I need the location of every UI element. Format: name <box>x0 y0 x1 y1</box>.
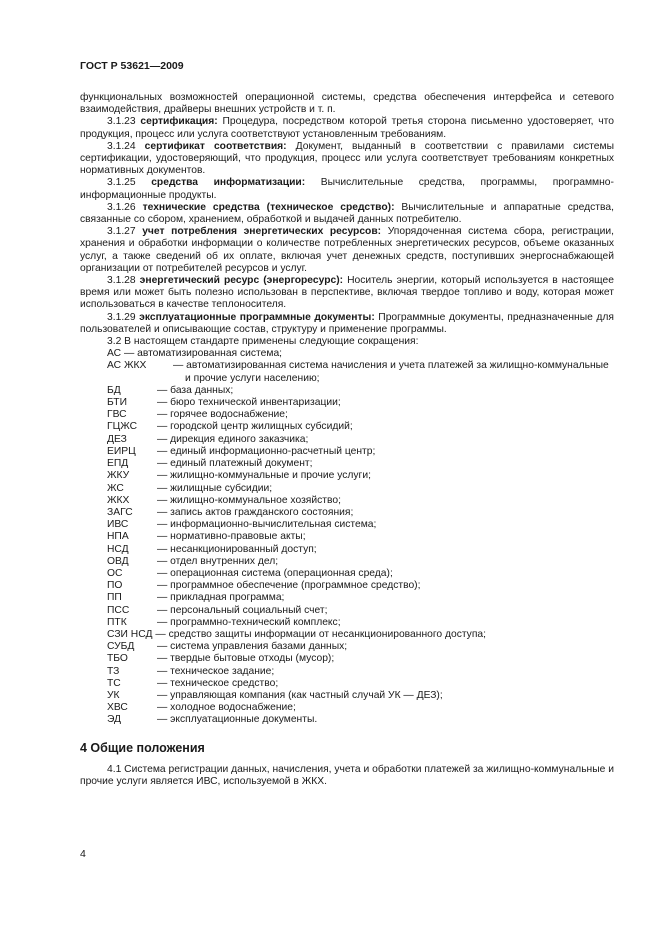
definition-paragraph <box>80 202 614 226</box>
definition-paragraph <box>80 141 614 178</box>
definition-number: 3.1.24 <box>107 140 136 152</box>
abbr-definition: — жилищно-коммунальное хозяйство; <box>157 494 341 506</box>
page-content <box>80 92 614 788</box>
abbr-term: БД <box>107 384 121 396</box>
abbr-row <box>80 458 614 470</box>
definition-term: учет потребления энергетических ресурсов: <box>142 226 382 238</box>
definition-number: 3.1.25 <box>107 177 136 189</box>
abbr-row <box>80 470 614 482</box>
abbr-row <box>80 678 614 690</box>
abbr-term: ТЗ <box>107 665 120 677</box>
abbr-row-szi-nsd <box>80 629 614 641</box>
definition-text: Носитель энергии, который используется в настоящее время или может быть полезно использован в перспективе, включая твердое топливо и воду, которая может использоваться в качестве теплоносителя. <box>80 275 614 311</box>
abbr-term: ЭД <box>107 714 122 726</box>
abbr-definition: — техническое задание; <box>157 665 275 677</box>
definition-paragraph <box>80 177 614 201</box>
abbr-term: ЕИРЦ <box>107 445 136 457</box>
abbr-definition: — дирекция единого заказчика; <box>157 433 309 445</box>
document-header: ГОСТ Р 53621—2009 <box>80 60 184 72</box>
abbr-definition: — бюро технической инвентаризации; <box>157 397 341 409</box>
definition-term: сертификация: <box>140 116 218 128</box>
abbr-definition: — персональный социальный счет; <box>157 604 328 616</box>
abbr-definition: — автоматизированная система начисления и учета платежей за жилищно-коммунальные и прочие услуги населению; <box>173 360 609 384</box>
abbr-term: ЖКХ <box>107 494 130 506</box>
abbr-definition: — жилищно-коммунальные и прочие услуги; <box>157 470 371 482</box>
abbreviations-list <box>80 385 614 629</box>
abbr-row <box>80 592 614 604</box>
definition-term: энергетический ресурс (энергоресурс): <box>139 275 344 287</box>
abbr-row <box>80 483 614 495</box>
abbr-term: ЕПД <box>107 458 129 470</box>
abbr-definition: — горячее водоснабжение; <box>157 409 288 421</box>
abbr-term: ДЕЗ <box>107 433 127 445</box>
definition-text: Вычислительные средства, программы, программно-информационные продукты. <box>80 177 614 201</box>
abbr-row <box>80 666 614 678</box>
abbr-row <box>80 397 614 409</box>
abbr-intro: 3.2 В настоящем стандарте применены следующие сокращения: <box>107 336 419 348</box>
abbr-definition: — программно-технический комплекс; <box>157 616 341 628</box>
definition-number: 3.1.26 <box>107 201 136 213</box>
definition-text: Документ, выданный в соответствии с правилами системы сертификации, удостоверяющий, что продукция, процесс или услуга соответствует требованиям конкретных нормативных документов. <box>80 140 614 177</box>
abbr-row <box>80 531 614 543</box>
abbr-definition: — твердые бытовые отходы (мусор); <box>157 653 335 665</box>
abbr-term: ГЦЖС <box>107 421 138 433</box>
abbr-row <box>80 434 614 446</box>
definition-number: 3.1.27 <box>107 226 136 238</box>
abbr-row <box>80 409 614 421</box>
abbr-definition: — программное обеспечение (программное средство); <box>157 580 421 592</box>
abbr-definition: — техническое средство; <box>157 677 279 689</box>
abbr-row <box>80 421 614 433</box>
abbr-row <box>80 714 614 726</box>
definition-text: Упорядоченная система сбора, регистрации, хранения и обработки информации о количестве потребленных энергетических ресурсов, объеме оказанных услуг, а также сведений об их оплате, включая учет денежных средств, поступивших энергоснабжающей организации от потребителей ресурсов и услуг. <box>80 226 614 274</box>
abbr-definition: — отдел внутренних дел; <box>157 555 279 567</box>
abbr-term: УК <box>107 689 120 701</box>
definition-paragraph <box>80 226 614 275</box>
abbr-term: ОС <box>107 567 123 579</box>
abbr-term: ПП <box>107 592 122 604</box>
section-paragraph: 4.1 Система регистрации данных, начисления, учета и обработки платежей за жилищно-коммунальные и прочие услуги является ИВС, используемой в ЖКХ. <box>80 763 614 787</box>
abbr-definition: — эксплуатационные документы. <box>157 714 318 726</box>
abbr-term: ОВД <box>107 555 129 567</box>
abbr-row-ac-zhkh <box>80 360 614 384</box>
abbr-term: СУБД <box>107 641 135 653</box>
abbr-row <box>80 653 614 665</box>
abbr-term: СЗИ НСД <box>107 628 153 640</box>
abbr-term: НПА <box>107 531 129 543</box>
abbr-definition: — средство защиты информации от несанкционированного доступа; <box>155 628 486 640</box>
abbr-definition: — информационно-вычислительная система; <box>157 519 377 531</box>
definition-number: 3.1.29 <box>107 311 136 323</box>
abbr-term: ИВС <box>107 519 129 531</box>
abbr-row <box>80 605 614 617</box>
abbr-definition: — запись актов гражданского состояния; <box>157 506 354 518</box>
abbr-term: ПТК <box>107 616 127 628</box>
abbr-definition: — система управления базами данных; <box>157 641 348 653</box>
abbr-row <box>80 580 614 592</box>
abbr-row <box>80 446 614 458</box>
definition-paragraph <box>80 116 614 140</box>
abbr-definition: — единый информационно-расчетный центр; <box>157 445 376 457</box>
abbr-term: ПО <box>107 580 123 592</box>
definition-number: 3.1.28 <box>107 275 136 287</box>
abbr-row <box>80 641 614 653</box>
abbr-definition: — холодное водоснабжение; <box>157 702 296 714</box>
abbr-definition: — городской центр жилищных субсидий; <box>157 421 353 433</box>
abbr-term: БТИ <box>107 397 127 409</box>
abbr-row <box>80 568 614 580</box>
abbr-term: ХВС <box>107 702 128 714</box>
abbr-definition: — база данных; <box>157 384 234 396</box>
definition-text: Вычислительные и аппаратные средства, связанные со сбором, хранением, обработкой и выдачей данных потребителю. <box>80 201 614 226</box>
abbr-term: ТС <box>107 677 121 689</box>
abbr-row <box>80 544 614 556</box>
abbr-row <box>80 519 614 531</box>
abbr-definition: — прикладная программа; <box>157 592 285 604</box>
abbr-term: ТБО <box>107 653 128 665</box>
abbr-definition: — операционная система (операционная среда); <box>157 567 393 579</box>
abbr-term: ЖКУ <box>107 470 130 482</box>
definition-number: 3.1.23 <box>107 116 136 128</box>
definition-text: Процедура, посредством которой третья сторона письменно удостоверяет, что продукция, процесс или услуга соответствуют установленным требованиям. <box>80 116 614 140</box>
abbr-term: ПСС <box>107 604 130 616</box>
abbr-row <box>80 385 614 397</box>
abbr-definition: — нормативно-правовые акты; <box>157 531 306 543</box>
abbr-definition: — единый платежный документ; <box>157 458 313 470</box>
abbr-term: АС ЖКХ <box>107 360 147 372</box>
abbr-row <box>80 507 614 519</box>
intro-paragraph: функциональных возможностей операционной системы, средства обеспечения интерфейса и сетевого взаимодействия, драйверы внешних устройств и т. п. <box>80 92 614 116</box>
abbr-term: ГВС <box>107 409 127 421</box>
abbr-first: АС — автоматизированная система; <box>107 348 283 360</box>
definition-term: эксплуатационные программные документы: <box>139 311 375 323</box>
abbr-term: ЖС <box>107 482 124 494</box>
abbr-definition: — управляющая компания (как частный случай УК — ДЕЗ); <box>157 689 443 701</box>
abbr-term: НСД <box>107 543 129 555</box>
definition-paragraph <box>80 275 614 312</box>
abbr-row <box>80 702 614 714</box>
definition-term: сертификат соответствия: <box>144 140 287 152</box>
abbr-row <box>80 495 614 507</box>
definition-text: Программные документы, предназначенные для пользователей и описывающие состав, структуру и применение программы. <box>80 311 614 335</box>
definition-paragraph <box>80 312 614 336</box>
abbr-row <box>80 690 614 702</box>
abbr-definition: — жилищные субсидии; <box>157 482 273 494</box>
abbreviations-list-2 <box>80 641 614 726</box>
abbr-definition: — несанкционированный доступ; <box>157 543 317 555</box>
abbr-row <box>80 617 614 629</box>
section-title: 4 Общие положения <box>80 740 205 755</box>
abbr-row <box>80 556 614 568</box>
definition-term: технические средства (техническое средство): <box>142 201 395 213</box>
page-number: 4 <box>80 848 86 860</box>
definition-term: средства информатизации: <box>151 177 306 189</box>
definitions-list <box>80 116 614 336</box>
abbr-term: ЗАГС <box>107 506 133 518</box>
